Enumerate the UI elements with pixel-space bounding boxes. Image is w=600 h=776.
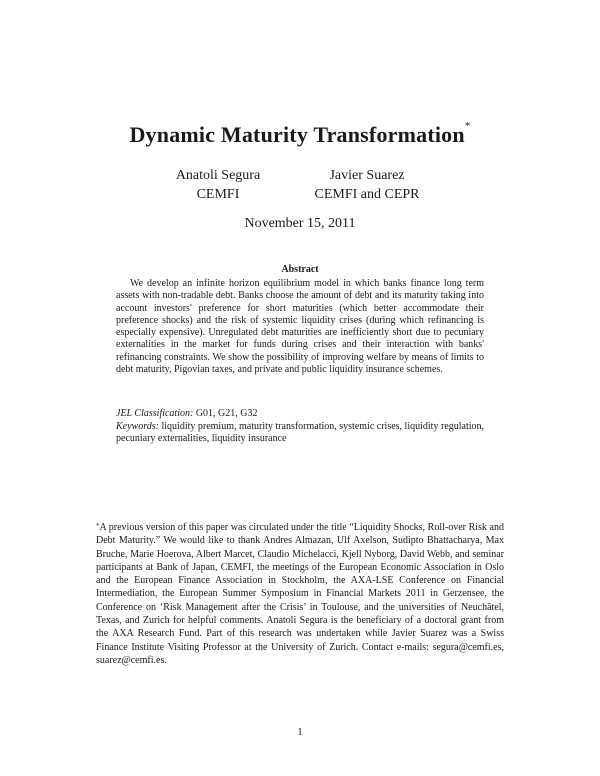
title-footnote (96, 521, 504, 667)
paper-title-text: Dynamic Maturity Transformation (129, 122, 465, 147)
abstract-text: We develop an infinite horizon equilibrium model in which banks finance long term assets with non-tradable debt. Banks choose the amount of debt and its maturity taking into account investors' preference for short maturities (which better accommodate their preference shocks) and the risk of systemic liquidity crises (during which refinancing is especially expensive). Unregulated debt maturities are inefficiently short due to pecuniary externalities in the market for funds during crises and their interaction with banks' refinancing constraints. We show the possibility of improving welfare by means of limits to debt maturity, Pigovian taxes, and private and public liquidity insurance schemes. (116, 278, 484, 376)
author-affiliation: CEMFI and CEPR (314, 187, 420, 202)
jel-classification (116, 408, 484, 420)
jel-label: JEL Classification: (116, 408, 194, 419)
author-name: Javier Suarez (329, 168, 405, 183)
author-block-2 (300, 166, 434, 204)
title-footnote-mark: * (464, 120, 471, 132)
keywords-label: Keywords: (116, 421, 159, 432)
author-name: Anatoli Segura (175, 168, 261, 183)
footnote-mark: * (96, 522, 100, 530)
paper-date: November 15, 2011 (244, 216, 356, 231)
jel-value: G01, G21, G32 (195, 408, 258, 419)
footnote-text: A previous version of this paper was circulated under the title “Liquidity Shocks, Roll-over Risk and Debt Maturity.” We would like to thank Andres Almazan, Ulf Axelson, Sudipto Bhattacharya, Max Bruche, Marie Hoerova, Albert Marcet, Claudio Michelacci, Kjell Nyborg, David Webb, and seminar participants at Bank of Japan, CEMFI, the meetings of the European Economic Association in Oslo and the European Finance Association in Stockholm, the AXA-LSE Conference on Financial Intermediation, the European Summer Symposium in Financial Markets 2011 in Gerzensee, the Conference on ‘Risk Management after the Crisis’ in Toulouse, and the universities of Neuchâtel, Texas, and Zurich for helpful comments. Anatoli Segura is the beneficiary of a doctoral grant from the AXA Research Fund. Part of this research was undertaken while Javier Suarez was a Swiss Finance Institute Visiting Professor at the University of Zurich. Contact e-mails: segura@cemfi.es, suarez@cemfi.es. (96, 522, 504, 666)
keywords-value: liquidity premium, maturity transformation, systemic crises, liquidity regulation, pecuniary externalities, liquidity insurance (116, 421, 484, 445)
author-affiliation: CEMFI (196, 187, 240, 202)
page-number: 1 (297, 726, 303, 738)
abstract-heading: Abstract (281, 264, 319, 275)
paper-title (0, 122, 600, 148)
author-block-1 (160, 166, 276, 204)
keywords (116, 421, 484, 446)
